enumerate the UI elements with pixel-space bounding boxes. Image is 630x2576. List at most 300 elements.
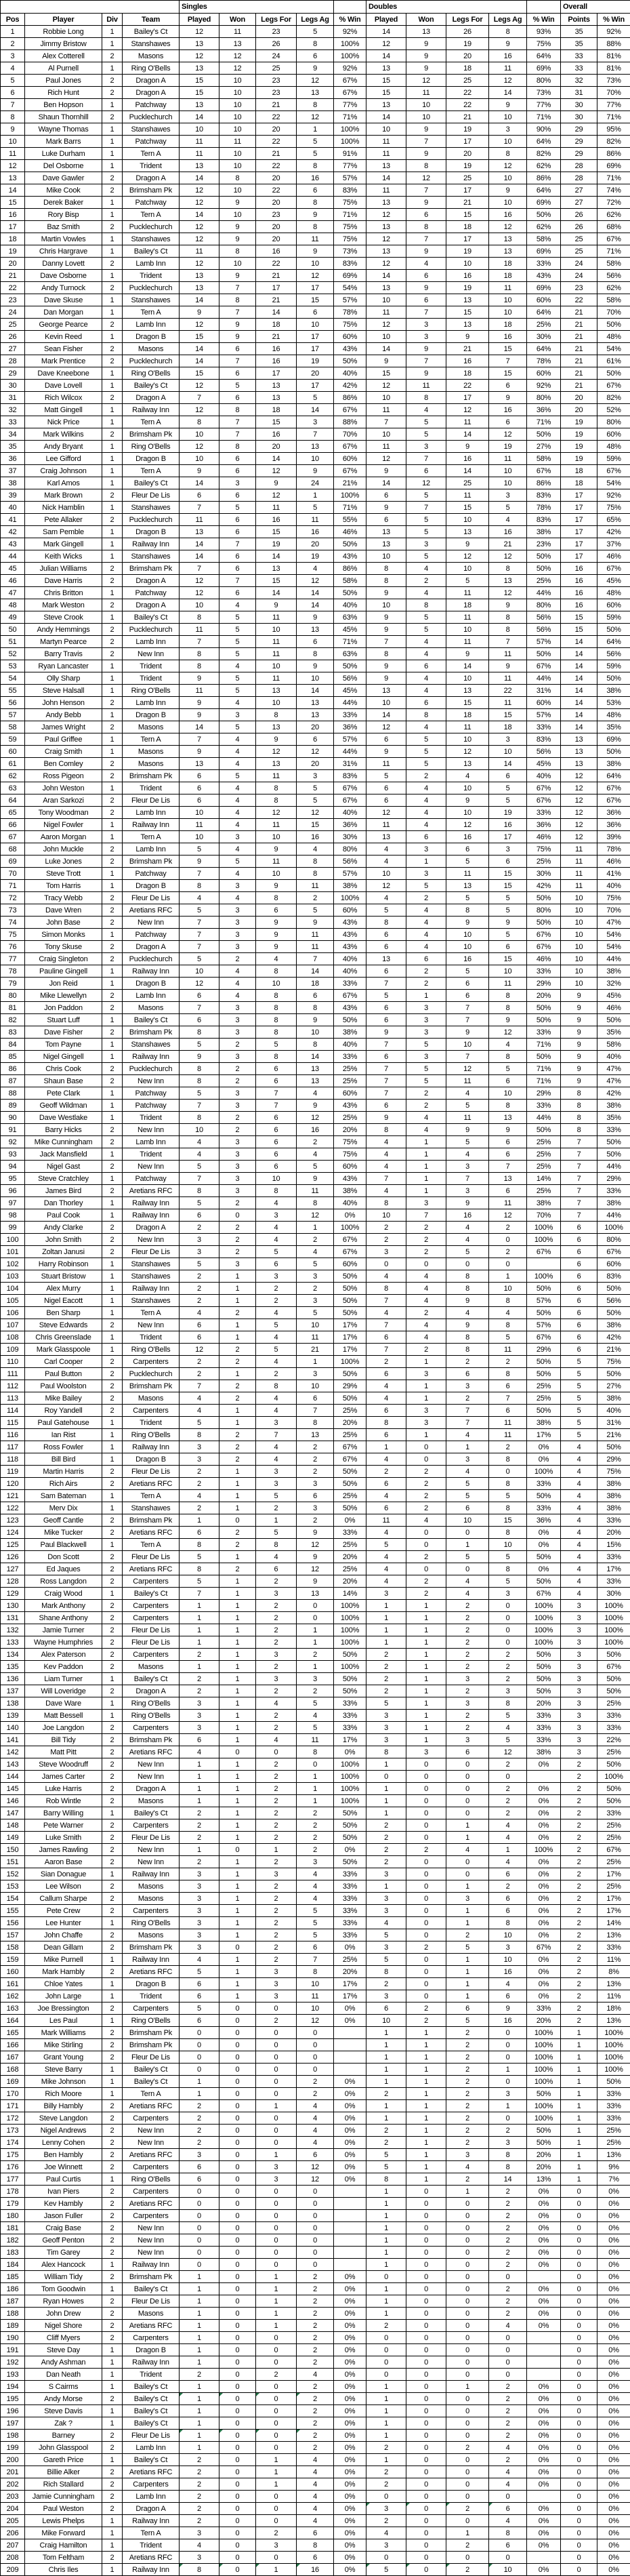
cell-doubles-won: 4 xyxy=(406,1514,446,1527)
cell-team: Pucklechurch xyxy=(123,1063,180,1075)
cell-singles-pct-win: 91% xyxy=(334,148,366,160)
cell-div: 2 xyxy=(102,258,123,270)
cell-doubles-legs-for: 0 xyxy=(446,2515,489,2527)
cell-team: Railway Inn xyxy=(123,1868,180,1880)
cell-doubles-played: 13 xyxy=(366,62,406,75)
cell-team: Aretians RFC xyxy=(123,2149,180,2161)
cell-doubles-won: 0 xyxy=(406,2478,446,2491)
cell-singles-legs-ag: 5 xyxy=(297,392,334,404)
cell-singles-pct-win xyxy=(334,2210,366,2222)
cell-singles-played: 2 xyxy=(180,1356,219,1368)
cell-overall-pct-win: 13% xyxy=(597,1929,630,1941)
cell-pos: 63 xyxy=(1,782,25,794)
cell-overall-pct-win: 62% xyxy=(597,209,630,221)
cell-doubles-pct-win: 25% xyxy=(527,856,561,868)
cell-singles-won: 10 xyxy=(219,99,256,111)
cell-overall-pct-win: 86% xyxy=(597,148,630,160)
cell-team: Patchway xyxy=(123,1087,180,1100)
cell-points: 11 xyxy=(561,856,597,868)
cell-div: 1 xyxy=(102,1087,123,1100)
cell-doubles-legs-ag: 13 xyxy=(489,575,527,587)
cell-doubles-won: 0 xyxy=(406,2332,446,2344)
cell-doubles-legs-for: 13 xyxy=(446,685,489,697)
cell-doubles-legs-ag: 2 xyxy=(489,2186,527,2198)
cell-singles-legs-ag: 9 xyxy=(297,1551,334,1563)
cell-doubles-played: 6 xyxy=(366,929,406,941)
cell-pos: 11 xyxy=(1,148,25,160)
cell-doubles-won: 1 xyxy=(406,1392,446,1405)
cell-singles-pct-win: 0% xyxy=(334,2381,366,2393)
cell-singles-won: 1 xyxy=(219,1685,256,1697)
cell-doubles-pct-win: 30% xyxy=(527,331,561,343)
cell-doubles-played: 1 xyxy=(366,1880,406,1893)
cell-singles-won: 0 xyxy=(219,2198,256,2210)
cell-doubles-won: 1 xyxy=(406,1161,446,1173)
cell-team: Masons xyxy=(123,343,180,355)
cell-div: 2 xyxy=(102,892,123,904)
cell-player: Rich Stallard xyxy=(25,2478,102,2491)
cell-doubles-pct-win: 67% xyxy=(527,782,561,794)
cell-pos: 115 xyxy=(1,1417,25,1429)
cell-team: Brimsham Pk xyxy=(123,1734,180,1746)
cell-doubles-won: 0 xyxy=(406,1258,446,1270)
cell-singles-pct-win: 17% xyxy=(334,1331,366,1344)
cell-doubles-legs-for: 5 xyxy=(446,1551,489,1563)
cell-singles-played: 7 xyxy=(180,392,219,404)
cell-singles-legs-ag: 1 xyxy=(297,489,334,502)
cell-doubles-pct-win: 20% xyxy=(527,990,561,1002)
cell-points: 4 xyxy=(561,1551,597,1563)
cell-points: 5 xyxy=(561,1356,597,1368)
cell-doubles-played: 6 xyxy=(366,1331,406,1344)
cell-overall-pct-win: 50% xyxy=(597,1783,630,1795)
cell-team: Pucklechurch xyxy=(123,953,180,965)
cell-doubles-legs-ag: 2 xyxy=(489,1356,527,1368)
cell-team: Tern A xyxy=(123,416,180,428)
cell-doubles-legs-for: 2 xyxy=(446,1392,489,1405)
cell-team: New Inn xyxy=(123,2222,180,2234)
cell-div: 1 xyxy=(102,1990,123,2003)
table-row xyxy=(1,1807,630,1819)
cell-doubles-played: 7 xyxy=(366,1075,406,1087)
table-row xyxy=(1,904,630,917)
cell-singles-pct-win: 50% xyxy=(334,1649,366,1661)
cell-div: 1 xyxy=(102,819,123,831)
cell-doubles-pct-win: 50% xyxy=(527,1124,561,1136)
cell-player: Harry Robinson xyxy=(25,1258,102,1270)
table-row xyxy=(1,575,630,587)
cell-singles-pct-win: 54% xyxy=(334,282,366,294)
cell-player: Craig Smith xyxy=(25,746,102,758)
cell-singles-played: 0 xyxy=(180,2259,219,2271)
cell-singles-won: 0 xyxy=(219,2332,256,2344)
cell-player: Ian Rist xyxy=(25,1429,102,1441)
cell-team: Aretians RFC xyxy=(123,1563,180,1575)
cell-singles-pct-win: 100% xyxy=(334,892,366,904)
cell-doubles-legs-for: 11 xyxy=(446,721,489,733)
cell-singles-pct-win: 33% xyxy=(334,1917,366,1929)
cell-pos: 117 xyxy=(1,1441,25,1453)
cell-points: 1 xyxy=(561,2076,597,2088)
cell-singles-won: 0 xyxy=(219,1746,256,1758)
cell-doubles-played: 5 xyxy=(366,1539,406,1551)
cell-doubles-pct-win: 93% xyxy=(527,26,561,38)
cell-doubles-played: 4 xyxy=(366,1380,406,1392)
cell-doubles-legs-ag: 0 xyxy=(489,2271,527,2283)
cell-doubles-pct-win: 50% xyxy=(527,428,561,441)
cell-doubles-legs-ag: 3 xyxy=(489,489,527,502)
table-row xyxy=(1,1405,630,1417)
cell-doubles-pct-win: 42% xyxy=(527,880,561,892)
cell-doubles-played: 4 xyxy=(366,1563,406,1575)
cell-pos: 139 xyxy=(1,1710,25,1722)
cell-singles-won: 9 xyxy=(219,221,256,233)
cell-team: Tern A xyxy=(123,733,180,746)
cell-singles-played: 8 xyxy=(180,1429,219,1441)
cell-singles-pct-win: 0% xyxy=(334,2515,366,2527)
cell-points: 6 xyxy=(561,1270,597,1283)
cell-singles-played: 2 xyxy=(180,1673,219,1685)
cell-singles-legs-for: 5 xyxy=(256,1319,297,1331)
cell-doubles-legs-for: 7 xyxy=(446,1405,489,1417)
cell-pos: 126 xyxy=(1,1551,25,1563)
cell-overall-pct-win: 25% xyxy=(597,1697,630,1710)
cell-doubles-pct-win: 58% xyxy=(527,453,561,465)
cell-doubles-legs-for: 0 xyxy=(446,1258,489,1270)
table-row xyxy=(1,1758,630,1771)
cell-points: 10 xyxy=(561,917,597,929)
cell-div: 2 xyxy=(102,563,123,575)
cell-overall-pct-win: 33% xyxy=(597,1575,630,1588)
cell-doubles-legs-ag: 8 xyxy=(489,1917,527,1929)
cell-doubles-pct-win: 86% xyxy=(527,172,561,184)
cell-singles-played: 3 xyxy=(180,2552,219,2564)
cell-singles-won: 7 xyxy=(219,575,256,587)
cell-doubles-played: 6 xyxy=(366,733,406,746)
cell-pos: 160 xyxy=(1,1966,25,1978)
cell-singles-won: 1 xyxy=(219,1734,256,1746)
cell-doubles-won: 0 xyxy=(406,2344,446,2356)
cell-singles-legs-for: 3 xyxy=(256,1966,297,1978)
cell-singles-played: 0 xyxy=(180,2039,219,2051)
column-header-doubles-legs-for: Legs For xyxy=(446,14,489,26)
cell-singles-legs-for: 4 xyxy=(256,1356,297,1368)
cell-div: 2 xyxy=(102,1368,123,1380)
cell-doubles-legs-for: 13 xyxy=(446,319,489,331)
table-row xyxy=(1,1661,630,1673)
cell-doubles-pct-win: 69% xyxy=(527,282,561,294)
cell-div: 2 xyxy=(102,184,123,197)
cell-overall-pct-win: 0% xyxy=(597,2442,630,2454)
cell-singles-won: 4 xyxy=(219,660,256,672)
cell-singles-legs-ag: 4 xyxy=(297,1710,334,1722)
cell-singles-pct-win: 25% xyxy=(334,1063,366,1075)
cell-doubles-played: 4 xyxy=(366,1307,406,1319)
cell-doubles-played: 10 xyxy=(366,294,406,306)
cell-singles-legs-ag: 4 xyxy=(297,2466,334,2478)
cell-pos: 68 xyxy=(1,843,25,856)
cell-doubles-pct-win: 0% xyxy=(527,2198,561,2210)
cell-team: Railway Inn xyxy=(123,1209,180,1222)
cell-pos: 112 xyxy=(1,1380,25,1392)
table-row xyxy=(1,2295,630,2308)
cell-doubles-legs-ag: 8 xyxy=(489,611,527,624)
cell-singles-pct-win: 63% xyxy=(334,648,366,660)
cell-player: Dave Harris xyxy=(25,575,102,587)
cell-singles-won: 6 xyxy=(219,550,256,563)
cell-pos: 156 xyxy=(1,1917,25,1929)
cell-singles-legs-for: 13 xyxy=(256,392,297,404)
cell-div: 2 xyxy=(102,794,123,807)
cell-team: New Inn xyxy=(123,1844,180,1856)
cell-points: 0 xyxy=(561,2210,597,2222)
cell-doubles-played: 10 xyxy=(366,1209,406,1222)
cell-doubles-played: 13 xyxy=(366,99,406,111)
cell-div: 1 xyxy=(102,1283,123,1295)
cell-singles-pct-win: 60% xyxy=(334,331,366,343)
cell-doubles-won: 7 xyxy=(406,1209,446,1222)
cell-pos: 95 xyxy=(1,1173,25,1185)
cell-singles-pct-win: 17% xyxy=(334,1990,366,2003)
table-row xyxy=(1,1893,630,1905)
cell-singles-pct-win: 33% xyxy=(334,1722,366,1734)
cell-singles-legs-ag: 8 xyxy=(297,1417,334,1429)
cell-overall-pct-win: 38% xyxy=(597,1392,630,1405)
cell-player: Dave Ware xyxy=(25,1697,102,1710)
cell-player: Julian Williams xyxy=(25,563,102,575)
cell-doubles-played: 12 xyxy=(366,233,406,245)
cell-singles-played: 5 xyxy=(180,1575,219,1588)
cell-singles-won: 3 xyxy=(219,477,256,489)
cell-team: Stanshawes xyxy=(123,550,180,563)
cell-player: Danny Lovett xyxy=(25,258,102,270)
cell-doubles-pct-win: 57% xyxy=(527,1319,561,1331)
cell-singles-pct-win xyxy=(334,2027,366,2039)
cell-singles-legs-ag: 2 xyxy=(297,1136,334,1148)
cell-team: Trident xyxy=(123,672,180,685)
cell-points: 3 xyxy=(561,1612,597,1624)
cell-doubles-pct-win: 67% xyxy=(527,941,561,953)
cell-doubles-legs-ag: 16 xyxy=(489,819,527,831)
cell-div: 1 xyxy=(102,1978,123,1990)
cell-team: Trident xyxy=(123,2539,180,2552)
cell-pos: 2 xyxy=(1,38,25,50)
cell-singles-legs-for: 2 xyxy=(256,1368,297,1380)
cell-overall-pct-win: 100% xyxy=(597,1600,630,1612)
cell-overall-pct-win: 21% xyxy=(597,1429,630,1441)
cell-overall-pct-win: 31% xyxy=(597,1417,630,1429)
cell-team: Trident xyxy=(123,160,180,172)
cell-doubles-legs-ag: 10 xyxy=(489,1929,527,1941)
cell-doubles-legs-for: 6 xyxy=(446,1746,489,1758)
cell-singles-played: 7 xyxy=(180,917,219,929)
cell-singles-legs-ag: 24 xyxy=(297,477,334,489)
cell-singles-won: 0 xyxy=(219,2173,256,2186)
cell-div: 2 xyxy=(102,2149,123,2161)
cell-doubles-legs-ag: 9 xyxy=(489,99,527,111)
cell-doubles-legs-ag: 4 xyxy=(489,1978,527,1990)
cell-singles-pct-win: 43% xyxy=(334,941,366,953)
cell-doubles-played: 10 xyxy=(366,599,406,611)
cell-player: John Drew xyxy=(25,2308,102,2320)
cell-pos: 27 xyxy=(1,343,25,355)
table-row xyxy=(1,1173,630,1185)
cell-singles-legs-ag: 12 xyxy=(297,2173,334,2186)
table-row xyxy=(1,1234,630,1246)
cell-singles-played: 11 xyxy=(180,514,219,526)
cell-singles-won: 2 xyxy=(219,1307,256,1319)
cell-doubles-legs-ag: 15 xyxy=(489,868,527,880)
table-row xyxy=(1,1575,630,1588)
cell-team: Railway Inn xyxy=(123,819,180,831)
cell-singles-played: 1 xyxy=(180,1661,219,1673)
cell-singles-legs-ag: 11 xyxy=(297,880,334,892)
cell-singles-legs-ag: 2 xyxy=(297,1283,334,1295)
cell-singles-played: 13 xyxy=(180,99,219,111)
cell-points: 6 xyxy=(561,1258,597,1270)
cell-singles-legs-for: 2 xyxy=(256,1905,297,1917)
cell-singles-pct-win: 0% xyxy=(334,2161,366,2173)
cell-doubles-legs-ag: 12 xyxy=(489,160,527,172)
cell-div: 2 xyxy=(102,2491,123,2503)
cell-singles-pct-win xyxy=(334,2259,366,2271)
cell-doubles-legs-for: 3 xyxy=(446,1380,489,1392)
cell-doubles-played: 2 xyxy=(366,1832,406,1844)
cell-pos: 13 xyxy=(1,172,25,184)
cell-singles-legs-for: 20 xyxy=(256,197,297,209)
cell-singles-pct-win xyxy=(334,2222,366,2234)
cell-singles-won: 1 xyxy=(219,1466,256,1478)
cell-singles-legs-for: 15 xyxy=(256,526,297,538)
cell-doubles-pct-win: 71% xyxy=(527,1039,561,1051)
cell-singles-legs-for: 22 xyxy=(256,258,297,270)
cell-singles-legs-ag: 5 xyxy=(297,136,334,148)
cell-singles-played: 2 xyxy=(180,1856,219,1868)
cell-overall-pct-win: 33% xyxy=(597,2112,630,2125)
cell-doubles-played: 5 xyxy=(366,2161,406,2173)
cell-div: 2 xyxy=(102,575,123,587)
cell-points: 19 xyxy=(561,453,597,465)
cell-singles-legs-for: 14 xyxy=(256,306,297,319)
cell-singles-won: 7 xyxy=(219,416,256,428)
cell-points: 12 xyxy=(561,794,597,807)
cell-singles-played: 8 xyxy=(180,1539,219,1551)
cell-doubles-legs-for: 1 xyxy=(446,2527,489,2539)
cell-doubles-legs-ag: 16 xyxy=(489,50,527,62)
cell-singles-pct-win: 25% xyxy=(334,1954,366,1966)
cell-doubles-won: 5 xyxy=(406,880,446,892)
cell-player: Paul Cook xyxy=(25,1209,102,1222)
cell-team: Dragon B xyxy=(123,880,180,892)
cell-singles-legs-ag: 0 xyxy=(297,2247,334,2259)
cell-team: Aretians RFC xyxy=(123,2466,180,2478)
cell-singles-legs-for: 20 xyxy=(256,221,297,233)
cell-points: 2 xyxy=(561,1856,597,1868)
cell-singles-pct-win: 25% xyxy=(334,1539,366,1551)
cell-singles-won: 3 xyxy=(219,904,256,917)
cell-points: 19 xyxy=(561,416,597,428)
cell-singles-pct-win: 60% xyxy=(334,1161,366,1173)
cell-points: 0 xyxy=(561,2356,597,2369)
cell-singles-won: 0 xyxy=(219,2088,256,2100)
cell-overall-pct-win: 17% xyxy=(597,1905,630,1917)
cell-team: Railway Inn xyxy=(123,404,180,416)
cell-doubles-pct-win: 44% xyxy=(527,672,561,685)
cell-player: Craig Base xyxy=(25,2222,102,2234)
cell-doubles-legs-ag: 6 xyxy=(489,770,527,782)
cell-doubles-won: 9 xyxy=(406,38,446,50)
cell-overall-pct-win: 50% xyxy=(597,2076,630,2088)
cell-pos: 143 xyxy=(1,1758,25,1771)
cell-points: 3 xyxy=(561,1746,597,1758)
table-row xyxy=(1,1478,630,1490)
table-row xyxy=(1,1380,630,1392)
cell-pos: 25 xyxy=(1,319,25,331)
cell-doubles-won: 1 xyxy=(406,1185,446,1197)
cell-doubles-won: 9 xyxy=(406,123,446,136)
cell-singles-pct-win: 0% xyxy=(334,2076,366,2088)
cell-div: 1 xyxy=(102,526,123,538)
cell-team: Fleur De Lis xyxy=(123,1624,180,1636)
cell-doubles-won: 1 xyxy=(406,1710,446,1722)
cell-singles-played: 6 xyxy=(180,1978,219,1990)
cell-team: Railway Inn xyxy=(123,1283,180,1295)
cell-doubles-pct-win: 0% xyxy=(527,1990,561,2003)
cell-doubles-played: 8 xyxy=(366,1283,406,1295)
cell-team: Bailey's Ct xyxy=(123,2064,180,2076)
cell-player: Rob Wintle xyxy=(25,1795,102,1807)
cell-singles-legs-for: 21 xyxy=(256,294,297,306)
cell-doubles-legs-for: 0 xyxy=(446,2222,489,2234)
cell-doubles-pct-win: 50% xyxy=(527,1051,561,1063)
cell-team: Brimsham Pk xyxy=(123,563,180,575)
cell-team: Brimsham Pk xyxy=(123,428,180,441)
cell-singles-won: 1 xyxy=(219,1673,256,1685)
cell-singles-pct-win: 0% xyxy=(334,2539,366,2552)
cell-points: 3 xyxy=(561,1649,597,1661)
cell-overall-pct-win: 29% xyxy=(597,1173,630,1185)
cell-singles-played: 2 xyxy=(180,2466,219,2478)
cell-doubles-played: 14 xyxy=(366,343,406,355)
cell-div: 2 xyxy=(102,1856,123,1868)
cell-pos: 149 xyxy=(1,1832,25,1844)
cell-pos: 199 xyxy=(1,2442,25,2454)
cell-doubles-played: 4 xyxy=(366,1551,406,1563)
cell-singles-legs-for: 2 xyxy=(256,1612,297,1624)
cell-doubles-played: 8 xyxy=(366,1124,406,1136)
cell-pos: 129 xyxy=(1,1588,25,1600)
cell-doubles-legs-for: 11 xyxy=(446,868,489,880)
cell-team: Stanshawes xyxy=(123,1502,180,1514)
cell-singles-pct-win: 17% xyxy=(334,1734,366,1746)
cell-singles-legs-ag: 4 xyxy=(297,1893,334,1905)
cell-doubles-won: 2 xyxy=(406,965,446,978)
cell-singles-won: 1 xyxy=(219,1588,256,1600)
cell-team: Lamb Inn xyxy=(123,2491,180,2503)
cell-div: 1 xyxy=(102,270,123,282)
cell-singles-played: 5 xyxy=(180,1417,219,1429)
table-row xyxy=(1,794,630,807)
cell-doubles-won: 2 xyxy=(406,1575,446,1588)
cell-doubles-legs-ag: 2 xyxy=(489,1222,527,1234)
cell-team: Brimsham Pk xyxy=(123,2039,180,2051)
cell-div: 2 xyxy=(102,648,123,660)
cell-team: Pucklechurch xyxy=(123,111,180,123)
cell-singles-legs-for: 0 xyxy=(256,2222,297,2234)
table-row xyxy=(1,2271,630,2283)
cell-singles-won: 3 xyxy=(219,709,256,721)
cell-singles-legs-for: 4 xyxy=(256,953,297,965)
